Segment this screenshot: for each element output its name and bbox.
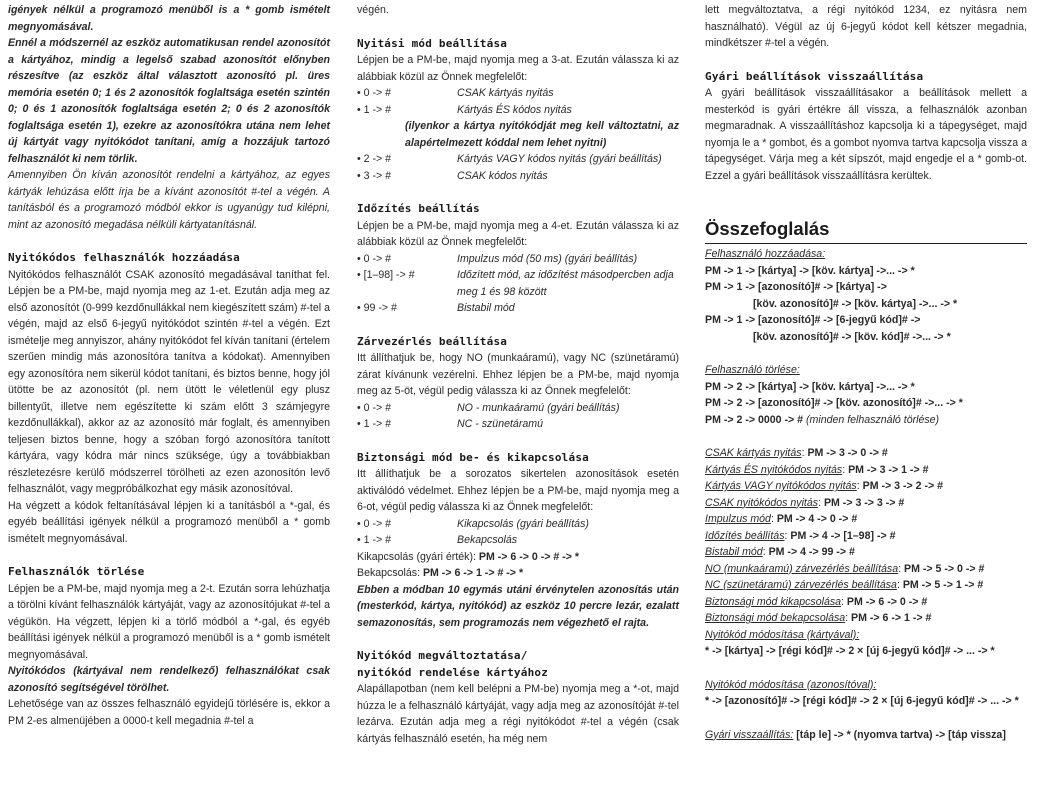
summary-row-keys: PM -> 6 -> 0 -> # [846, 595, 928, 608]
summary-keys: [táp le] -> * (nyomva tartva) -> [táp vissza] [796, 728, 1006, 741]
option-key: • [1–98] -> # [357, 269, 415, 281]
option-value: CSAK kódos nyitás [457, 169, 548, 182]
section-heading: nyitókód rendelése kártyához [357, 665, 549, 679]
summary-row: CSAK nyitókódos nyitás: PM -> 3 -> 3 -> # [705, 496, 905, 509]
summary-label: Felhasználó hozzáadása: [705, 248, 826, 260]
summary-row-keys: PM -> 4 -> [1–98] -> # [790, 529, 896, 542]
summary-row-keys: PM -> 3 -> 3 -> # [823, 496, 905, 509]
option-value: Kártyás VAGY kódos nyitás (gyári beállítás) [457, 153, 662, 165]
paragraph: Ha végzett a kódok feltanításával lépjen ki a tanításból a *-gal, és egyéb beállítási igények nélkül a programozó menüből a * gomb ismételt megnyomásával. [8, 499, 330, 545]
option-row [357, 102, 679, 119]
summary-sequence [705, 412, 1027, 429]
summary-sequence: [köv. azonosító]# -> [köv. kód]# ->... -> * [753, 330, 951, 343]
paragraph: Lehetősége van az összes felhasználó egyidejű törlésére is, ekkor a PM 2-es almenüjében a 0000-t kell megadnia #-tel a [8, 698, 330, 727]
summary-row-label: Biztonsági mód kikapcsolása [705, 595, 842, 608]
option-note: (ilyenkor a kártya nyitókódját meg kell változtatni, az alapértelmezett kóddal nem lehet nyitni) [405, 120, 679, 149]
summary-row-keys: PM -> 3 -> 2 -> # [862, 480, 943, 492]
summary-row-keys: PM -> 4 -> 99 -> # [768, 546, 855, 558]
paragraph: A gyári beállítások visszaállításakor a beállítások mellett a mesterkód is gyári értékre áll vissza, a felhasználók azonban megmaradnak. A visszaállításhoz kapcsolja ki a tápegységet, majd nyomja le a * gombot, és a gombot nyomva tartva kapcsolja vissza a tápegységet. Várja meg a két sípszót, majd engedje el a * gomb-ot. Ezzel a gyári beállítások visszaállításra kerültek. [705, 87, 1027, 182]
summary-row: CSAK kártyás nyitás: PM -> 3 -> 0 -> # [705, 447, 888, 459]
summary-sequence: * -> [azonosító]# -> [régi kód]# -> 2 × [új 6-jegyű kód]# -> ... -> * [705, 695, 1019, 707]
option-key: • 0 -> # [357, 252, 392, 265]
paragraph: lett megváltoztatva, a régi nyitókód 1234, ez nyitásra nem használható). Végül az új 6-jegyű kódot kell kétszer megadnia, mindkétszer #-tel a végén. [705, 4, 1027, 49]
paragraph: Lépjen be a PM-be, majd nyomja meg a 4-et. Ezután válassza ki az alábbiak közül az Önnek megfelelőt: [357, 219, 679, 248]
paragraph: Ebben a módban 10 egymás utáni érvénytelen azonosítás után (mesterkód, kártya, nyitókód) az eszköz 10 percre lezár, ezalatt semazonosítás, sem programozás nem végezhető el rajta. [357, 583, 679, 629]
paragraph: Lépjen be a PM-be, majd nyomja meg a 2-t. Ezután sorra lehúzhatja a törölni kívánt felhasználók kártyáját, vagy az azonosítójukat #-tel a végükön. Ha végzett, lépjen ki a törlő módból a *-gal, és egyéb beállítási igények nélkül a programozó menüből is a * gomb ismételt megnyomásával. [8, 582, 330, 661]
summary-row-label: Időzítés beállítás [705, 529, 785, 542]
paragraph: Amennyiben Ön kíván azonosítót rendelni a kártyához, az egyes kártyák lehúzása előtt írja be a kívánt azonosítót #-tel a végén. A tanításból és a programozó módból ekkor is ugyanúgy tud kilépni, mint az azonosító megadása nélküli kártyatanításnál. [8, 169, 330, 231]
summary-sequence: * -> [kártya] -> [régi kód]# -> 2 × [új 6-jegyű kód]# -> ... -> * [705, 645, 995, 657]
paragraph: végén. [357, 4, 389, 16]
option-key: • 0 -> # [357, 401, 392, 414]
summary-row: NO (munkaáramú) zárvezérlés beállítása: PM -> 5 -> 0 -> # [705, 562, 985, 575]
summary-sequence: [köv. azonosító]# -> [köv. kártya] ->... -> * [753, 297, 958, 310]
summary-row-label: Bistabil mód [705, 546, 763, 558]
sequence-label: Bekapcsolás: [357, 567, 421, 579]
option-key: • 2 -> # [357, 153, 392, 165]
summary-row: Kártyás ÉS nyitókódos nyitás: PM -> 3 -> 1 -> # [705, 463, 929, 476]
paragraph: Itt állíthatjuk be, hogy NO (munkaáramú), vagy NC (szünetáramú) zárat kívánunk vezérelni. Ehhez lépjen be a PM-be, majd nyomja meg az 5-öt, végül pedig válassza ki az Önnek megfelelőt: [357, 352, 679, 397]
paragraph: Nyitókódos felhasználót CSAK azonosító megadásával taníthat fel. Lépjen be a PM-be, majd nyomja meg az 1-et. Ezután adja meg az első azonosítót (0-999 kezdőnullákkal nem kiegészített szám) #-tel a végén, majd az első 6-jegyű nyitókódot szintén #-tel a végén. Ezt ismételje meg annyiszor, ahány nyitókódot fel kíván tanítani (értelem szerűen mindig más azonosítóra tanítva a kódokat). Amennyiben egy azonosítóra nem sikerül kódot tanítani, és biztos benne, hogy jól ütötte be az azonosítót (pl. nem ütött le véletlenül egy plusz billentyűt, illetve nem egészítette ki szám előtt 3 számjegyre kezdőnullákkal), akkor az az azonosító már foglalt, és amennyiben teljesen biztos benne, hogy a szóban forgó azonosítóra tanított kártyára, vagy kódra már nincs szüksége, úgy a továbbiakban részletezésre kerülő módszerrel törölheti az ezen azonosítón levő felhasználót, vagy megpróbálkozhat egy másik azonosítóval. [8, 268, 330, 495]
summary-row: NC (szünetáramú) zárvezérlés beállítása: PM -> 5 -> 1 -> # [705, 579, 984, 591]
option-row [357, 267, 679, 300]
option-row [357, 516, 679, 533]
summary-row-label: Kártyás ÉS nyitókódos nyitás [705, 463, 843, 476]
summary-row-label: CSAK nyitókódos nyitás [705, 496, 819, 509]
sequence-keys: PM -> 6 -> 0 -> # -> * [478, 550, 579, 563]
option-key: • 1 -> # [357, 103, 392, 116]
option-value: Impulzus mód (50 ms) (gyári beállítás) [457, 252, 638, 265]
summary-row: Kártyás VAGY nyitókódos nyitás: PM -> 3 -> 2 -> # [705, 480, 943, 492]
paragraph: Itt állíthatjuk be a sorozatos sikertelen azonosítások esetén aktiválódó védelmet. Ehhez lépjen be a PM-be, majd nyomja meg a 6-ot, végül pedig válassza ki az Önnek megfelelőt: [357, 468, 679, 513]
summary-label: Nyitókód módosítása (azonosítóval): [705, 678, 877, 691]
summary-label: Gyári visszaállítás: [705, 728, 794, 741]
summary-label: Nyitókód módosítása (kártyával): [705, 628, 860, 641]
paragraph: Alapállapotban (nem kell belépni a PM-be) nyomja meg a *-ot, majd húzza le a felhasználó kártyáját, vagy adja meg az azonosítóját #-tel lezárva. Ezután adja meg a régi nyitókódot #-tel a végén (csak kártyás felhasználó esetén, ha még nem [357, 683, 679, 745]
section-heading: Biztonsági mód be- és kikapcsolása [357, 450, 589, 464]
summary-row-keys: PM -> 4 -> 0 -> # [776, 513, 858, 525]
option-value: Időzített mód, az időzítést másodpercben adja meg 1 és 98 között [457, 269, 674, 298]
sequence-line [357, 549, 679, 566]
paragraph: Lépjen be a PM-be, majd nyomja meg a 3-at. Ezután válassza ki az alábbiak közül az Önnek megfelelőt: [357, 54, 679, 83]
paragraph: Ennél a módszernél az eszköz automatikusan rendel azonosítót a kártyához, mindig a legelső szabad azonosítót előnyben részesítve (az eszköz által választott azonosító pl. üres memória esetén 0; 1 és 2 azonosítók foglaltsága esetén szintén 0; 0 és 1 azonosítók foglaltsága esetén 2; 0 és 2 azonosítók foglaltsága esetén 1), ezekre az azonosítókra utána nem lehet új kártyát vagy nyitókódot tanítani, amíg a hozzájuk tartozó felhasználót ki nem törlik. [8, 37, 330, 165]
section-heading: Nyitókódos felhasználók hozzáadása [8, 251, 240, 264]
section-heading: Nyitókód megváltoztatása/ [357, 649, 528, 662]
option-value: NO - munkaáramú (gyári beállítás) [457, 401, 620, 414]
column-left [8, 2, 330, 729]
summary-sequence: PM -> 2 -> [kártya] -> [köv. kártya] ->... -> * [705, 380, 915, 393]
option-row [357, 400, 679, 417]
option-row [357, 416, 679, 433]
summary-keys: PM -> 2 -> 0000 -> # [705, 413, 804, 426]
paragraph: Nyitókódos (kártyával nem rendelkező) felhasználókat csak azonosító segítségével törölhet. [8, 665, 330, 694]
option-value: NC - szünetáramú [457, 418, 543, 430]
summary-row: Biztonsági mód bekapcsolása: PM -> 6 -> 1 -> # [705, 612, 932, 624]
option-value: CSAK kártyás nyitás [457, 87, 554, 99]
summary-row-label: Impulzus mód [705, 513, 771, 525]
column-middle [357, 2, 679, 747]
summary-row: Impulzus mód: PM -> 4 -> 0 -> # [705, 513, 858, 525]
summary-sequence: PM -> 1 -> [azonosító]# -> [6-jegyű kód]# -> [705, 314, 921, 326]
option-key: • 1 -> # [357, 534, 392, 546]
option-key: • 0 -> # [357, 87, 392, 99]
summary-row-label: Biztonsági mód bekapcsolása [705, 612, 846, 624]
summary-sequence: PM -> 1 -> [azonosító]# -> [kártya] -> [705, 281, 887, 293]
option-key: • 99 -> # [357, 302, 397, 314]
paragraph: igények nélkül a programozó menüből is a * gomb ismételt megnyomásával. [8, 4, 330, 33]
section-heading: Gyári beállítások visszaállítása [705, 69, 924, 83]
section-heading: Időzítés beállítás [357, 202, 480, 215]
sequence-line [357, 565, 679, 582]
summary-row-keys: PM -> 6 -> 1 -> # [851, 612, 932, 624]
option-value: Bistabil mód [457, 302, 515, 314]
option-key: • 1 -> # [357, 418, 392, 430]
option-value: Kártyás ÉS kódos nyitás [457, 103, 572, 116]
summary-row-label: CSAK kártyás nyitás [705, 447, 802, 459]
summary-sequence: PM -> 1 -> [kártya] -> [köv. kártya] ->... -> * [705, 264, 915, 277]
section-heading: Zárvezérlés beállítása [357, 334, 508, 348]
summary-row-keys: PM -> 3 -> 1 -> # [848, 463, 929, 476]
option-value: Bekapcsolás [457, 534, 518, 546]
summary-row-label: Kártyás VAGY nyitókódos nyitás [705, 480, 857, 492]
option-row [357, 251, 679, 268]
summary-row-keys: PM -> 5 -> 0 -> # [904, 562, 985, 575]
option-row [357, 168, 679, 185]
option-key: • 0 -> # [357, 517, 392, 530]
option-row [357, 532, 679, 549]
summary-sequence [705, 727, 1027, 744]
summary-row: Időzítés beállítás: PM -> 4 -> [1–98] -> # [705, 529, 896, 542]
option-key: • 3 -> # [357, 169, 392, 182]
sequence-label: Kikapcsolás (gyári érték): [357, 550, 476, 563]
summary-row-keys: PM -> 5 -> 1 -> # [902, 579, 984, 591]
sequence-keys: PM -> 6 -> 1 -> # -> * [422, 567, 524, 579]
summary-note: (minden felhasználó törlése) [806, 413, 940, 426]
summary-row-label: NC (szünetáramú) zárvezérlés beállítása [705, 579, 897, 591]
summary-row: Biztonsági mód kikapcsolása: PM -> 6 -> 0 -> # [705, 595, 928, 608]
summary-row: Bistabil mód: PM -> 4 -> 99 -> # [705, 546, 855, 558]
option-row [357, 151, 679, 168]
summary-row-keys: PM -> 3 -> 0 -> # [807, 447, 888, 459]
summary-title: Összefoglalás [705, 218, 1027, 244]
summary-list [705, 445, 1027, 627]
summary-sequence: PM -> 2 -> [azonosító]# -> [köv. azonosító]# ->... -> * [705, 397, 963, 409]
option-value: Kikapcsolás (gyári beállítás) [457, 517, 589, 530]
section-heading: Nyitási mód beállítása [357, 36, 508, 50]
summary-row-label: NO (munkaáramú) zárvezérlés beállítása [705, 562, 899, 575]
section-heading: Felhasználók törlése [8, 565, 145, 578]
column-right [705, 2, 1027, 743]
summary-label: Felhasználó törlése: [705, 364, 800, 376]
option-row [357, 85, 679, 102]
option-row [357, 300, 679, 317]
